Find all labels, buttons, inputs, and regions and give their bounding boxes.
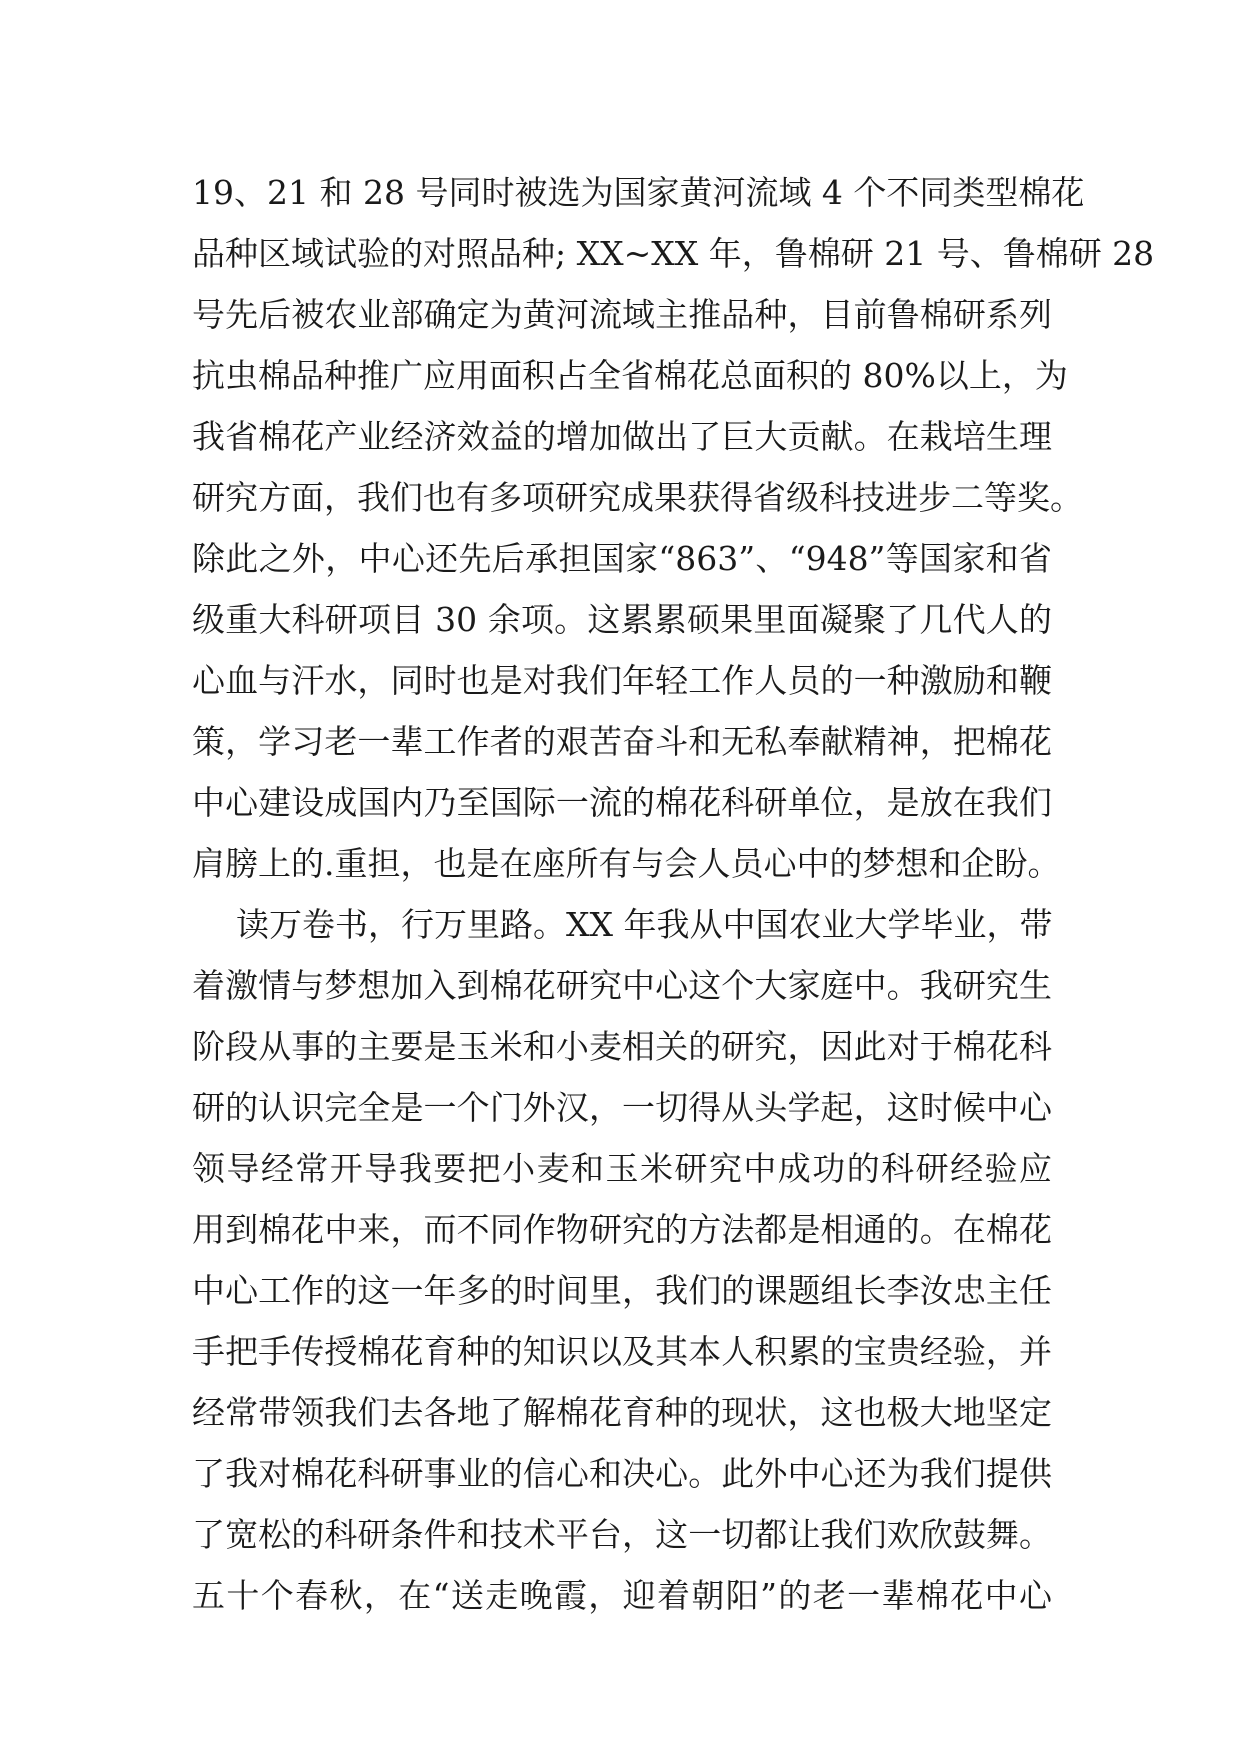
text-line: 品种区域试验的对照品种; XX~XX 年，鲁棉研 21 号、鲁棉研 28 <box>192 234 1155 273</box>
text-line: 了宽松的科研条件和技术平台，这一切都让我们欢欣鼓舞。 <box>192 1515 1052 1554</box>
text-line: 级重大科研项目 30 余项。这累累硕果里面凝聚了几代人的 <box>192 600 1052 639</box>
text-line: 中心建设成国内乃至国际一流的棉花科研单位，是放在我们 <box>192 783 1052 822</box>
text-line: 用到棉花中来，而不同作物研究的方法都是相通的。在棉花 <box>192 1210 1052 1249</box>
text-line: 手把手传授棉花育种的知识以及其本人积累的宝贵经验，并 <box>192 1332 1052 1371</box>
text-line: 了我对棉花科研事业的信心和决心。此外中心还为我们提供 <box>192 1454 1052 1493</box>
paragraph-end-line: 肩膀上的.重担，也是在座所有与会人员心中的梦想和企盼。 <box>192 844 1061 883</box>
text-line: 心血与汗水，同时也是对我们年轻工作人员的一种激励和鞭 <box>192 661 1052 700</box>
text-line: 号先后被农业部确定为黄河流域主推品种，目前鲁棉研系列 <box>192 295 1052 334</box>
text-line: 着激情与梦想加入到棉花研究中心这个大家庭中。我研究生 <box>192 966 1052 1005</box>
text-line: 经常带领我们去各地了解棉花育种的现状，这也极大地坚定 <box>192 1393 1052 1432</box>
body-text <box>192 162 1155 1626</box>
text-line: 我省棉花产业经济效益的增加做出了巨大贡献。在栽培生理 <box>192 417 1052 456</box>
text-line: 中心工作的这一年多的时间里，我们的课题组长李汝忠主任 <box>192 1271 1052 1310</box>
text-line: 阶段从事的主要是玉米和小麦相关的研究，因此对于棉花科 <box>192 1027 1052 1066</box>
text-line: 策，学习老一辈工作者的艰苦奋斗和无私奉献精神，把棉花 <box>192 722 1052 761</box>
text-line: 除此之外，中心还先后承担国家“863”、“948”等国家和省 <box>192 539 1052 578</box>
text-line: 研的认识完全是一个门外汉，一切得从头学起，这时候中心 <box>192 1088 1052 1127</box>
text-line: 领导经常开导我要把小麦和玉米研究中成功的科研经验应 <box>192 1149 1052 1188</box>
paragraph-start-line: 读万卷书，行万里路。XX 年我从中国农业大学毕业，带 <box>236 905 1053 944</box>
text-line: 抗虫棉品种推广应用面积占全省棉花总面积的 80%以上，为 <box>192 356 1068 395</box>
text-line: 研究方面，我们也有多项研究成果获得省级科技进步二等奖。 <box>192 478 1083 517</box>
text-line: 五十个春秋，在“送走晚霞，迎着朝阳”的老一辈棉花中心 <box>192 1576 1052 1615</box>
text-line: 19、21 和 28 号同时被选为国家黄河流域 4 个不同类型棉花 <box>192 173 1085 212</box>
